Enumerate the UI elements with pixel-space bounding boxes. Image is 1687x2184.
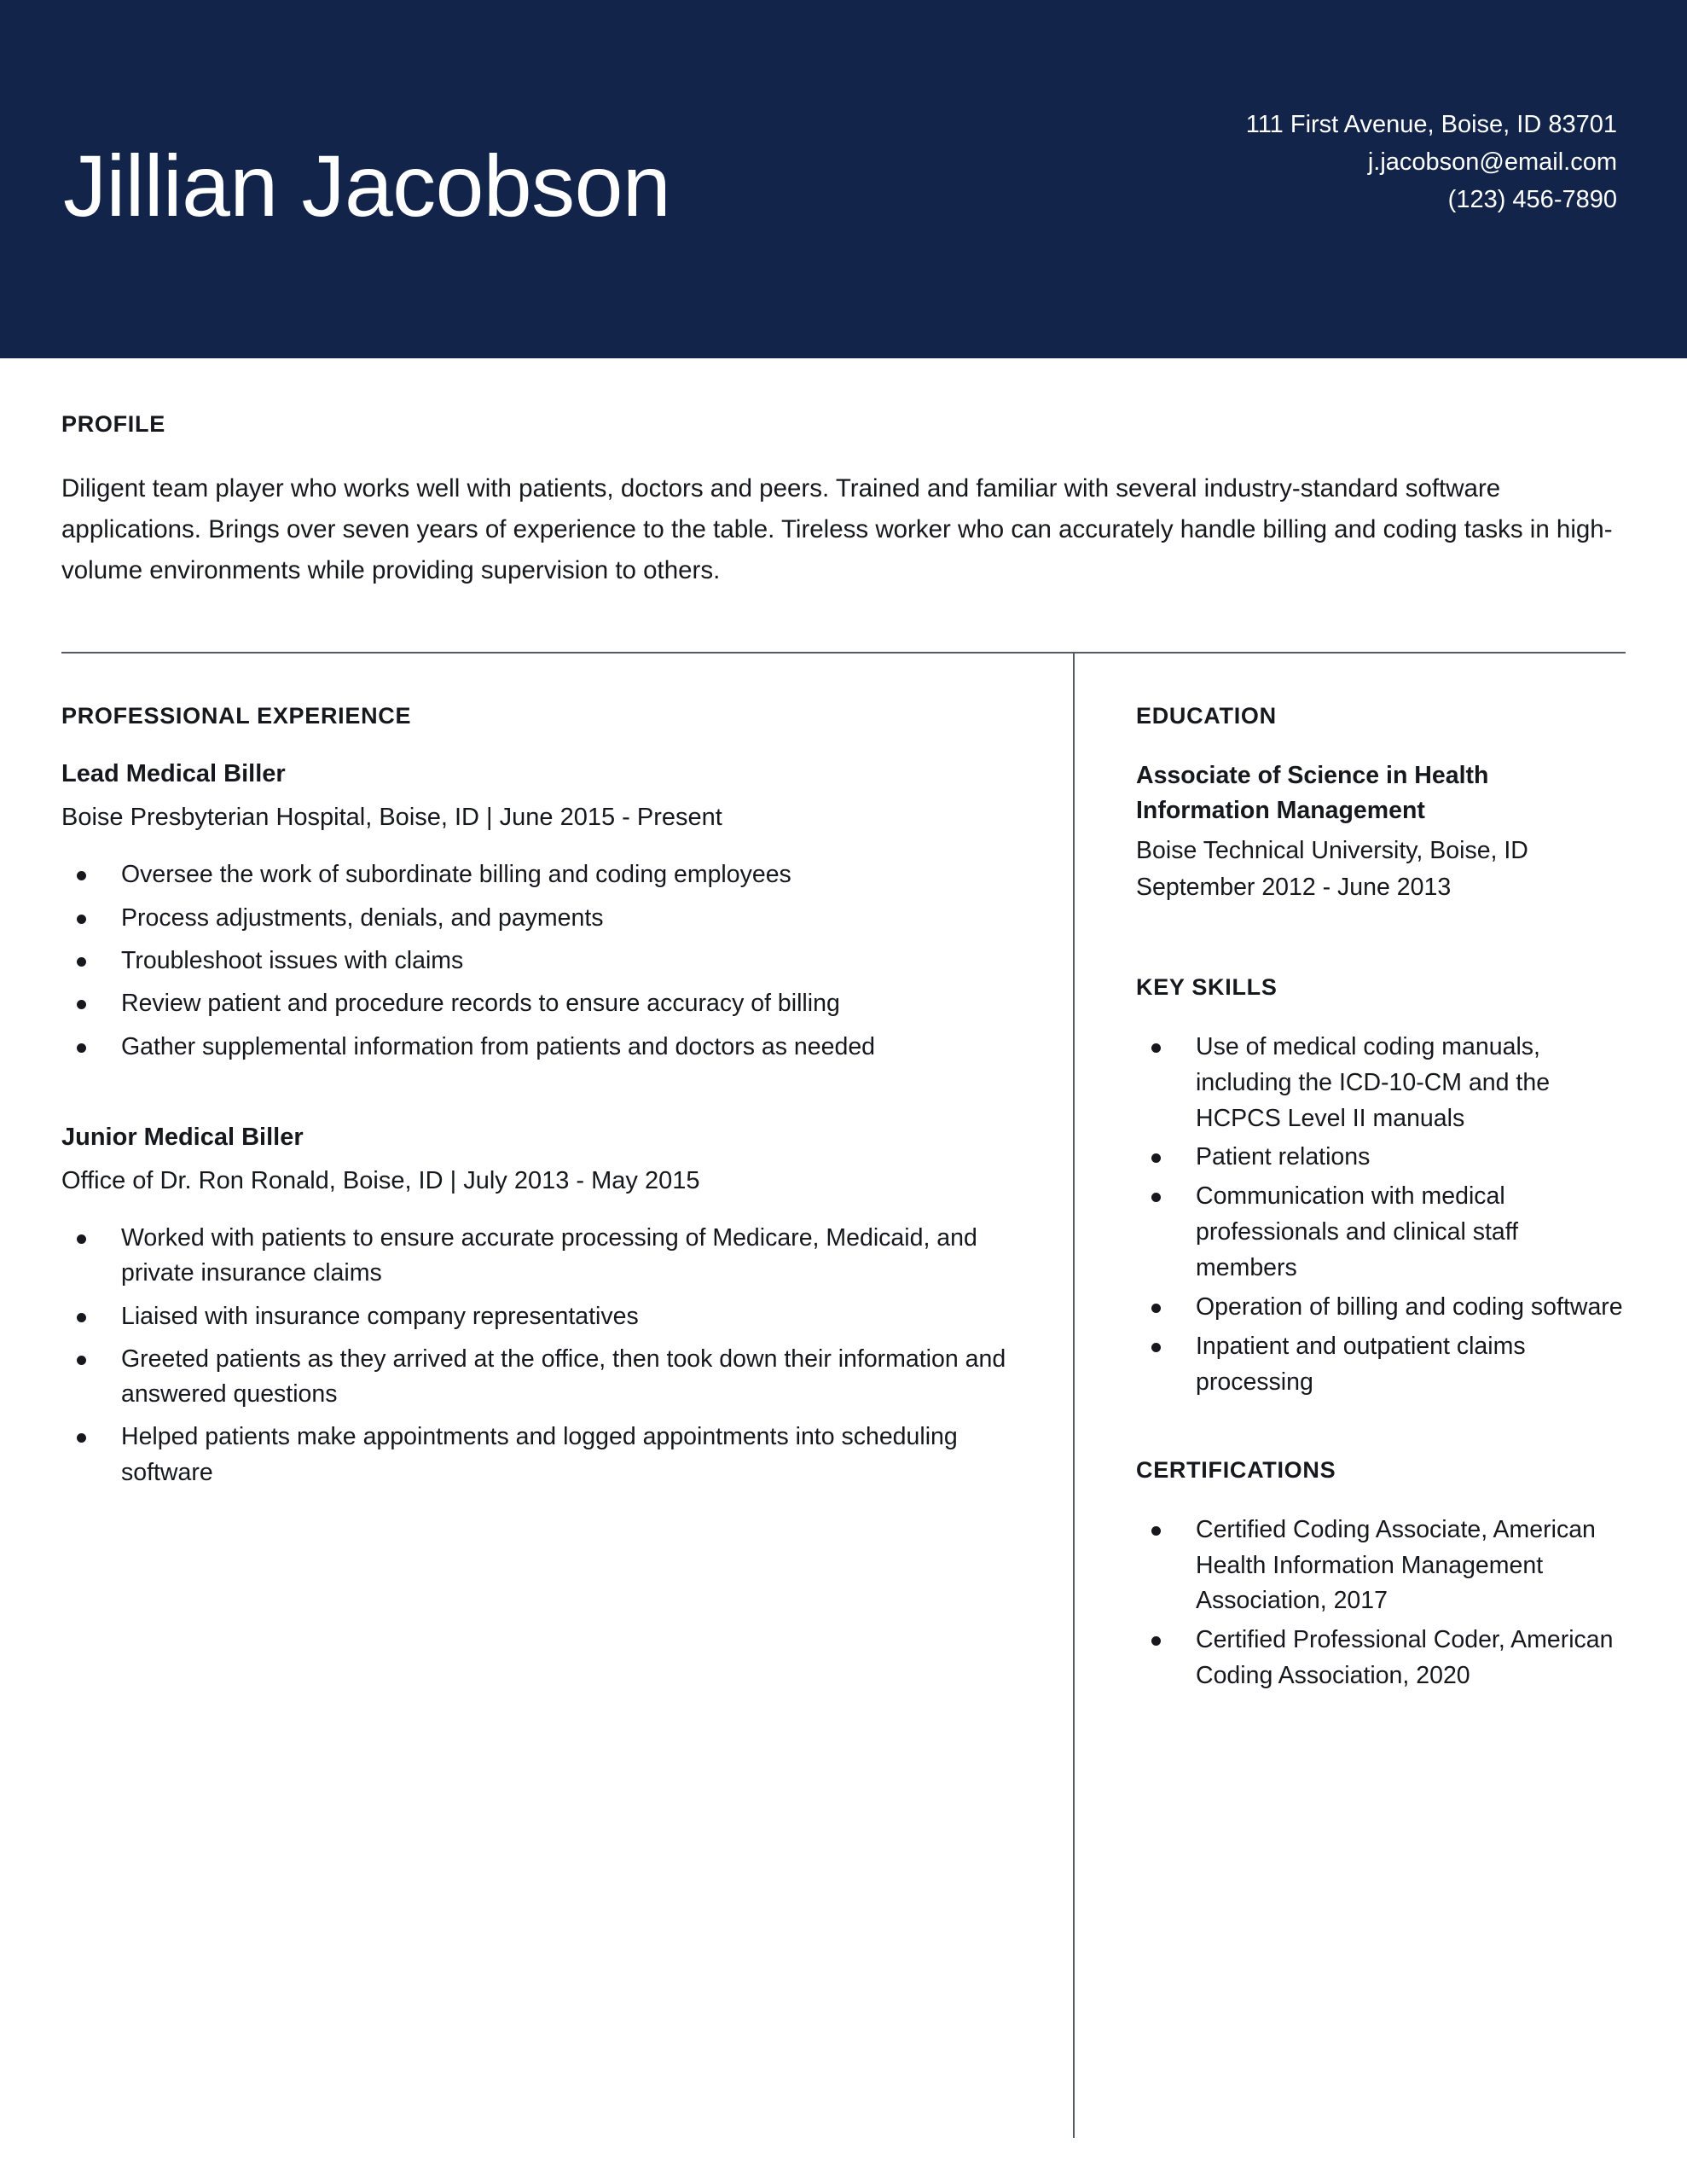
education-school: Boise Technical University, Boise, ID <box>1136 837 1528 865</box>
spacer <box>1136 1404 1626 1457</box>
resume-header <box>0 0 1687 358</box>
list-item: Worked with patients to ensure accurate processing of Medicare, Medicaid, and private insurance claims <box>61 1221 1022 1292</box>
list-item: Troubleshoot issues with claims <box>61 944 1022 979</box>
education-heading: EDUCATION <box>1136 703 1277 729</box>
list-item: Process adjustments, denials, and payments <box>61 901 1022 936</box>
certifications-list <box>1136 1513 1626 1694</box>
job-bullets <box>61 857 1022 1065</box>
contact-block <box>1246 106 1634 218</box>
list-item: Greeted patients as they arrived at the office, then took down their information and answered questions <box>61 1342 1022 1413</box>
list-item: Patient relations <box>1136 1140 1626 1176</box>
list-item: Helped patients make appointments and logged appointments into scheduling software <box>61 1420 1022 1490</box>
education-degree: Associate of Science in Health Information Management <box>1136 762 1489 824</box>
list-item: Gather supplemental information from patients and doctors as needed <box>61 1030 1022 1065</box>
contact-phone: (123) 456-7890 <box>1447 186 1617 214</box>
education-dates: September 2012 - June 2013 <box>1136 874 1452 902</box>
job-bullets <box>61 1221 1022 1490</box>
contact-email: j.jacobson@email.com <box>1367 148 1617 176</box>
job-role: Junior Medical Biller <box>61 1123 304 1151</box>
certifications-heading: CERTIFICATIONS <box>1136 1456 1336 1483</box>
job-role: Lead Medical Biller <box>61 760 286 788</box>
list-item: Communication with medical professionals and clinical staff members <box>1136 1179 1626 1287</box>
experience-column <box>0 653 1073 2138</box>
list-item: Operation of billing and coding software <box>1136 1290 1626 1326</box>
contact-address: 111 First Avenue, Boise, ID 83701 <box>1245 110 1617 138</box>
job-meta: Boise Presbyterian Hospital, Boise, ID | June 2015 - Present <box>61 804 722 832</box>
list-item: Inpatient and outpatient claims processing <box>1136 1329 1626 1401</box>
experience-entry <box>61 760 1022 1065</box>
list-item: Liaised with insurance company representatives <box>61 1299 1022 1334</box>
candidate-name: Jillian Jacobson <box>63 137 671 235</box>
list-item: Review patient and procedure records to ensure accuracy of billing <box>61 986 1022 1021</box>
list-item: Oversee the work of subordinate billing and coding employees <box>61 857 1022 892</box>
resume-body <box>0 653 1687 2138</box>
list-item: Certified Coding Associate, American Health Information Management Association, 2017 <box>1136 1513 1626 1620</box>
list-item: Use of medical coding manuals, including the ICD-10-CM and the HCPCS Level II manuals <box>1136 1030 1626 1137</box>
profile-text: Diligent team player who works well with patients, doctors and peers. Trained and familiar with several industry-standard software applications. Brings over seven years of experience to the table. Tireless worker who can accurately handle billing and coding tasks in high-volume environments while providing supervision to others. <box>61 474 1613 584</box>
spacer <box>61 1072 1022 1124</box>
list-item: Certified Professional Coder, American Coding Association, 2020 <box>1136 1623 1626 1694</box>
key-skills-heading: KEY SKILLS <box>1136 973 1278 1000</box>
spacer <box>1136 906 1626 974</box>
sidebar-column <box>1075 653 1687 2138</box>
profile-section <box>0 358 1687 653</box>
experience-entry <box>61 1124 1022 1490</box>
job-meta: Office of Dr. Ron Ronald, Boise, ID | July 2013 - May 2015 <box>61 1166 700 1194</box>
profile-heading: PROFILE <box>61 411 165 437</box>
experience-heading: PROFESSIONAL EXPERIENCE <box>61 703 412 729</box>
key-skills-list <box>1136 1030 1626 1401</box>
